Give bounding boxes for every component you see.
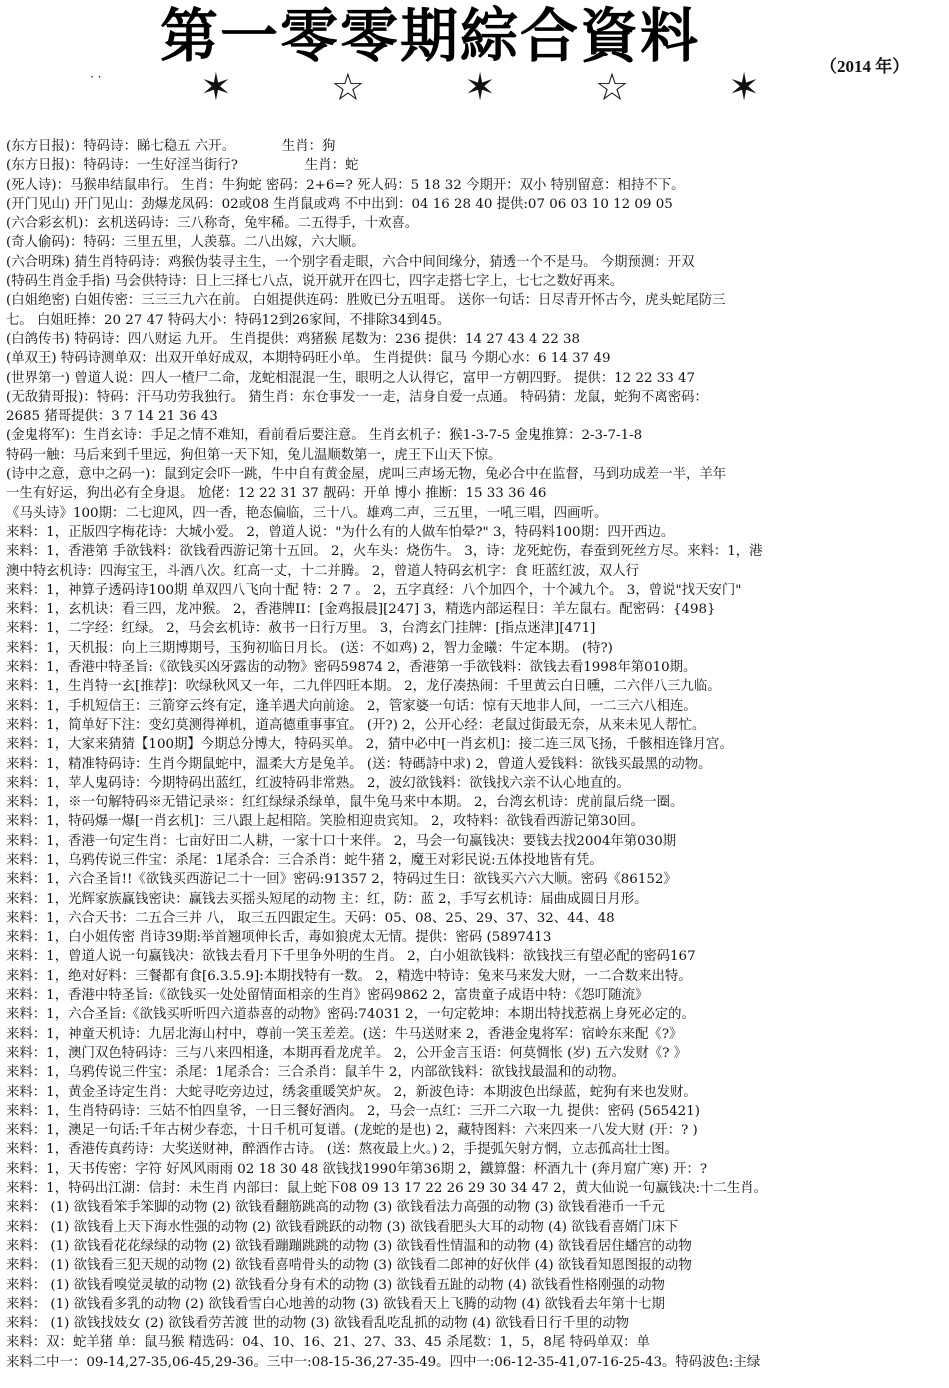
- text-line: 来料：1，白小姐传密 肖诗39期:举首翘项伸长舌，毒如狼虎太无情。提供：密码 (5897413: [6, 930, 552, 946]
- text-line: 来料：1，澳足一句话:千年古树少春恋，十日千机可复谱。(龙蛇的是也) 2，藏特图料：六来四来一八发大财 (开：? ): [6, 1123, 698, 1139]
- text-line: 来料：1，六合圣旨:《欲钱买听听四六道恭喜的动物》密码:74031 2，一句定乾坤：本期出特找惹祸上身死必定的。: [6, 1007, 695, 1023]
- text-line: 来料：1，乌鸦传说三件宝：杀尾：1尾杀合：三合杀肖：蛇牛猪 2，魔王对彩民说:五体投地皆有凭。: [6, 852, 603, 868]
- text-line: 来料：1，※一句解特码※无错记录※：红红绿绿杀绿单，鼠牛兔马来中本期。 2，台湾玄机诗：虎前鼠后绕一圈。: [6, 795, 684, 811]
- text-line: 来料：1，二字经：红绿。 2，马会玄机诗：赦书一日行万里。 3，台湾玄门挂牌：[指点迷津][471]: [6, 621, 596, 637]
- text-line: 来料：1，香港中特圣旨:《欲钱买凶牙露齿的动物》密码59874 2，香港第一手欲钱料：欲钱去看1998年第010期。: [6, 660, 697, 676]
- text-line: (六合明珠) 猜生肖特码诗：鸡猴伪装寻主生，一个别字看走眼，六合中间间缘分，猜透一个不是马。 今期预测：开双: [6, 254, 695, 270]
- star-outline-icon: ☆: [595, 65, 630, 109]
- text-line: 来料：1，精准特码诗：生肖今期鼠蛇中，温柔大方是兔羊。 (送：特碼詩中求) 2，曾道人爱钱料：欲钱买最黑的动物。: [6, 756, 712, 772]
- star-outline-icon: ☆: [330, 65, 365, 109]
- text-line: 来料： (1) 欲钱看笨手笨脚的动物 (2) 欲钱看翻筋跳高的动物 (3) 欲钱看法力高强的动物 (3) 欲钱看港币一千元: [6, 1200, 665, 1216]
- text-line: 来料：1，澳门双色特码诗：三与八来四相逢，本期再看龙虎羊。 2，公开金言玉语：何莫惆怅 (岁) 五六发财《? 》: [6, 1045, 688, 1061]
- star-decoration-row: [200, 65, 760, 109]
- text-line: 来料：1，香港第 手欲钱料：欲钱看西游记第十五回。 2，火车头：烧伤牛。 3，诗：龙死蛇伤，春蚕到死丝方尽。来料：1，港: [6, 544, 763, 560]
- text-line: (世界第一) 曾道人说：四人一楂尸二命，龙蛇相混混一生，眼明之人认得它，富甲一方朝四野。 提供：12 22 33 47: [6, 370, 696, 386]
- text-line: (六合彩玄机)：玄机送码诗：三八称奇，兔牢稀。二五得手，十欢喜。: [6, 216, 419, 232]
- text-line: 来料：1，特码爆一爆[一肖玄机]：三八跟上起相陪。笑脸相迎贵宾知。 2，攻特料：欲钱看西游记第30回。: [6, 814, 644, 830]
- text-line: 来料： (1) 欲钱看嗅觉灵敏的动物 (2) 欲钱看分身有术的动物 (3) 欲钱看五趾的动物 (4) 欲钱看性格刚强的动物: [6, 1277, 665, 1293]
- text-line: 来料：1，绝对好料：三餐都有食[6.3.5.9]:本期找特有一数。 2，精选中特诗：兔来马来发大财，一二合数来出特。: [6, 968, 692, 984]
- text-line: 来料：1，神童天机诗：九居北海山村中，尊前一笑玉差差。(送：牛马送财来 2，香港金鬼将军：宿岭东来配《?》: [6, 1026, 683, 1042]
- text-line: 来料：1，天书传密：字符 好风风雨雨 02 18 30 48 欲钱找1990年第36期 2，鐵算盤：杯酒九十 (奔月窟广寒) 开：?: [6, 1161, 708, 1177]
- text-line: 来料：1，六合天书：二五合三并 八， 取三五四跟定生。天码：05、08、25、29、37、32、44、48: [6, 910, 615, 926]
- text-line: 来料：1，苹人鬼码诗：今期特码出蓝红，红波特码非常熟。 2，波幻欲钱料：欲钱找六亲不认心地直的。: [6, 775, 630, 791]
- year-label: （2014 年）: [820, 57, 910, 76]
- text-line: 来料： (1) 欲钱看三犯天规的动物 (2) 欲钱看喜啃骨头的动物 (3) 欲钱看二郎神的好伙伴 (4) 欲钱看知恩图报的动物: [6, 1258, 692, 1274]
- text-line: (东方日报)：特码诗：一生好淫当街行? 生肖：蛇: [6, 158, 359, 174]
- text-line: 2685 猪哥提供：3 7 14 21 36 43: [6, 409, 218, 425]
- text-line: (白鸽传书) 特码诗：四八财运 九开。 生肖提供：鸡猪猴 尾数为：236 提供：14 27 43 4 22 38: [6, 331, 581, 347]
- text-line: (金鬼将军)：生肖玄诗：手足之情不难知，看前看后要注意。 生肖玄机子：猴1-3-7-5 金鬼推算：2-3-7-1-8: [6, 428, 643, 444]
- text-line: 来料：1，生肖特一玄[推荐]：吹绿秋风又一年，二九伴四旺本期。 2，龙仔凑热闹：千里黄云白日曛，二六伴八三九临。: [6, 679, 721, 695]
- text-line: 澳中特玄机诗：四海宝王，斗酒八次。红高一丈，十二并腾。 2，曾道人特码玄机字：食 旺蓝红波，双人行: [6, 563, 639, 579]
- text-line: 来料： (1) 欲钱看花花绿绿的动物 (2) 欲钱看蹦蹦跳跳的动物 (3) 欲钱看性情温和的动物 (4) 欲钱看居住蟠宫的动物: [6, 1238, 692, 1254]
- text-line: 来料：1，乌鸦传说三件宝：杀尾：1尾杀合：三合杀肖：鼠羊牛 2，内部欲钱料：欲钱找最温和的动物。: [6, 1065, 625, 1081]
- text-line: 特码一触：马后来到千里远，狗但第一天下知，兔儿温顺数第一，虎王下山天下惊。: [6, 447, 502, 463]
- page-title: 第一零零期綜合資料: [160, 2, 701, 70]
- text-line: (单双王) 特码诗测单双：出双开单好成双，本期特码旺小单。 生肖提供：鼠马 今期心水：6 14 37 49: [6, 351, 611, 367]
- text-line: 一生有好运，狗出必有全身退。 尬佬：12 22 31 37 靓码：开单 博小 推断：15 33 36 46: [6, 486, 547, 502]
- header-dots: · ·: [90, 70, 102, 84]
- text-line: 来料：1，生肖特码诗：三姑不怕四皇爷，一日三餐好酒肉。 2，马会一点红：三开二六取一九 提供：密码 (565421): [6, 1103, 700, 1119]
- text-line: 来料： (1) 欲钱看上天下海水性强的动物 (2) 欲钱看跳跃的动物 (3) 欲钱看肥头大耳的动物 (4) 欲钱看喜婿门床下: [6, 1219, 679, 1235]
- text-line: 来料：1，大家来猜猜【100期】今期总分博大，特码买单。 2，猜中必中[一肖玄机]：接二连三凤飞扬，千骸相连锋月宫。: [6, 737, 733, 753]
- text-line: (无敌猜哥报)：特码：汗马功劳我独行。 猜生肖：东仓事发一一走，洁身自爱一点通。 特码猜：龙鼠，蛇狗不离密码：: [6, 389, 708, 405]
- text-line: (死人诗)：马猴串结鼠串行。 生肖：牛狗蛇 密码：2+6=? 死人码：5 18 32 今期开：双小 特别留意：相持不下。: [6, 177, 685, 193]
- text-line: 来料：1，黄金圣诗定生肖：大蛇寻吃旁边过，绣衾重暖笑炉灰。 2，新波色诗：本期波色出绿蓝，蛇狗有来也发财。: [6, 1084, 697, 1100]
- text-line: 来料：1，曾道人说一句赢钱决：欲钱去看月下千里争外明的生肖。 2，白小姐欲钱料：欲钱找三有望必配的密码167: [6, 949, 696, 965]
- text-line: (诗中之意，意中之码一)：鼠到定会吓一跳，牛中自有黄金屋，虎叫三声场无物，兔必合中在监督，马到功成差一半，羊年: [6, 467, 727, 483]
- text-line: 来料：1，光辉家族赢钱密诀：赢钱去买摇头短尾的动物 主：红，防：蓝 2，手写玄机诗：届曲成圆日月形。: [6, 891, 648, 907]
- text-line: 来料：1，香港一句定生肖：七亩好田二人耕，一家十口十来伴。 2，马会一句赢钱决：要钱去找2004年第030期: [6, 833, 677, 849]
- text-line: 来料：双：蛇羊猪 单：鼠马猴 精选码：04、10、16、21、27、33、45 杀尾数：1，5，8尾 特码单双：单: [6, 1335, 650, 1351]
- text-line: (开门见山) 开门见山：劲爆龙凤码：02或08 生肖鼠或鸡 不中出到：04 16 28 40 提供:07 06 03 10 12 09 05: [6, 196, 673, 212]
- text-line: 来料：1，神算子透码诗100期 单双四八飞向十配 特：2 7 。 2，五字真经：八个加四个，十个减九个。 3，曾说"找天安门": [6, 582, 742, 598]
- text-line: 来料：1，特码出江湖：信封：未生肖 内部曰：鼠上蛇下08 09 13 17 22 26 29 30 34 47 2，黄大仙说一句赢钱决:十二生肖。: [6, 1181, 767, 1197]
- text-line: 《马头诗》100期：二七迎风，四一香，艳态偏临，三十八。雄鸡二声，三五里，一吼三唱，四画听。: [6, 505, 608, 521]
- text-line: (白姐绝密) 白姐传密：三三三九六在前。 白姐提供连码：胜败已分五咀哥。 送你一句话：日尽青开怀古今，虎头蛇尾防三: [6, 293, 726, 309]
- text-line: 来料：1，玄机诀：看三四，龙冲猴。 2，香港牌II：[金鸡报晨][247] 3，精选内部运程日：羊左鼠右。配密码：{498}: [6, 602, 716, 618]
- text-line: 来料：1，六合圣旨!!《欲钱买西游记二十一回》密码:91357 2，特码过生日：欲钱买六六大顺。密码《86152》: [6, 872, 677, 888]
- page-header: [0, 0, 949, 125]
- text-line: 来料：1，天机报：向上三期博期号，玉狗初临日月长。 (送：不如鸡) 2，智力金曦：牛定本期。 (特?): [6, 640, 613, 656]
- text-line: (东方日报)：特码诗：睇七稳五 六开。 生肖：狗: [6, 139, 336, 154]
- text-line: 七。 白姐旺捧：20 27 47 特码大小：特码12到26家间，不排除34到45。: [6, 312, 451, 328]
- document-body: [6, 137, 946, 1372]
- text-line: 来料：1，正版四字梅花诗：大城小爱。 2，曾道人说："为什么有的人做车怕晕?" 3，特码料100期：四开西边。: [6, 524, 675, 540]
- text-line: (奇人偷码)：特码：三里五里，人羡慕。二八出嫁，六大顺。: [6, 235, 365, 251]
- text-line: 来料二中一：09-14,27-35,06-45,29-36。三中一:08-15-36,27-35-49。四中一:06-12-35-41,07-16-25-43。特码波色:主绿: [6, 1354, 761, 1370]
- text-line: 来料：1，香港中特圣旨:《欲钱买一处处留情面相亲的生肖》密码9862 2，富贵童子成语中特：《怨叮随流》: [6, 988, 649, 1004]
- text-line: 来料： (1) 欲钱看多乳的动物 (2) 欲钱看雪白心地善的动物 (3) 欲钱看天上飞腾的动物 (4) 欲钱看去年第十七期: [6, 1296, 665, 1312]
- text-line: 来料：1，香港传真药诗：大奖送财神，醉酒作古诗。 (送：熬夜最上火。) 2，手提弧矢射方惘，立志孤高壮士图。: [6, 1142, 679, 1158]
- text-line: 来料：1，简单好下注：变幻莫测得禅机，道高德重事事宜。 (开?) 2，公开心经：老鼠过街最无奈，从来未见人帮忙。: [6, 717, 706, 733]
- text-line: (特码生肖金手指) 马会供特诗：日上三择七八点，说开就开在四七，四字走搭七字上，七七之数好再来。: [6, 274, 624, 290]
- star-icon: ✶: [464, 65, 496, 109]
- text-line: 来料： (1) 欲钱找妓女 (2) 欲钱看劳苦渡 世的动物 (3) 欲钱看乱吃乱抓的动物 (4) 欲钱看日行千里的动物: [6, 1316, 630, 1332]
- text-line: 来料：1，手机短信王：三箭穿云终有定，逢羊遇犬向前途。 2，管家婆一句话：惊有天地非人间，一二三六八相连。: [6, 698, 697, 714]
- star-icon: ✶: [200, 65, 232, 109]
- star-icon: ✶: [728, 65, 760, 109]
